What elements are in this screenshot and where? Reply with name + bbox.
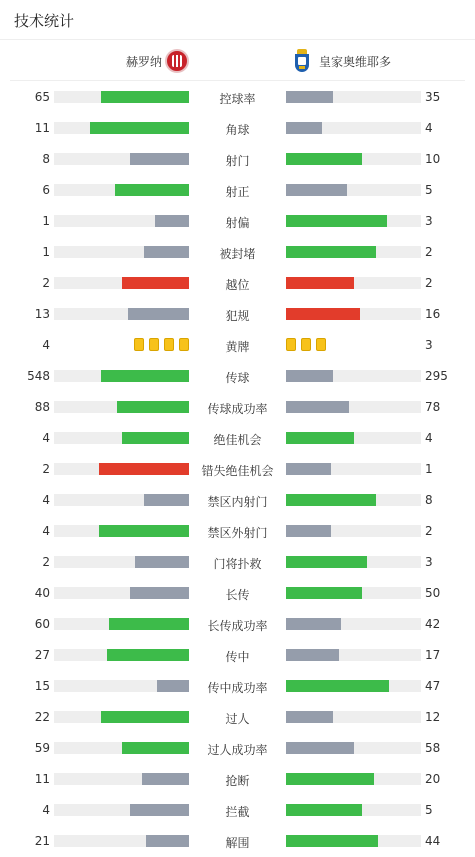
home-stat-bar-fill bbox=[146, 835, 189, 847]
away-stat-value: 50 bbox=[425, 586, 441, 600]
away-stat-bar-fill bbox=[286, 804, 362, 816]
away-stat-value: 47 bbox=[425, 679, 441, 693]
stat-row bbox=[0, 360, 475, 391]
yellow-card-icon bbox=[164, 338, 174, 351]
away-stat-bar-fill bbox=[286, 277, 354, 289]
yellow-card-icon bbox=[286, 338, 296, 351]
stat-row bbox=[0, 484, 475, 515]
away-stat-bar bbox=[286, 277, 421, 289]
home-stat-bar-fill bbox=[128, 308, 189, 320]
home-stat-bar-fill bbox=[135, 556, 189, 568]
away-stat-bar bbox=[286, 432, 421, 444]
away-stat-bar bbox=[286, 525, 421, 537]
home-stat-value: 13 bbox=[34, 307, 50, 321]
home-stat-bar-fill bbox=[115, 184, 189, 196]
home-stat-value: 65 bbox=[34, 90, 50, 104]
away-yellow-cards bbox=[286, 338, 326, 352]
away-stat-bar bbox=[286, 246, 421, 258]
away-stat-bar-fill bbox=[286, 680, 389, 692]
away-stat-bar bbox=[286, 463, 421, 475]
page-title: 技术统计 bbox=[14, 12, 75, 30]
home-stat-value: 4 bbox=[42, 493, 50, 507]
stat-row bbox=[0, 515, 475, 546]
home-stat-bar-fill bbox=[122, 742, 190, 754]
away-stat-bar bbox=[286, 556, 421, 568]
away-stat-bar-fill bbox=[286, 711, 333, 723]
home-stat-value: 4 bbox=[42, 338, 50, 352]
home-stat-bar-fill bbox=[99, 463, 189, 475]
home-stat-value: 4 bbox=[42, 803, 50, 817]
stat-row bbox=[0, 825, 475, 856]
away-stat-bar bbox=[286, 773, 421, 785]
away-stat-value: 2 bbox=[425, 245, 433, 259]
stat-label: 绝佳机会 bbox=[213, 433, 262, 447]
away-stat-bar bbox=[286, 835, 421, 847]
stat-label: 禁区内射门 bbox=[207, 495, 268, 509]
stat-row bbox=[0, 639, 475, 670]
home-stat-value: 27 bbox=[34, 648, 50, 662]
home-stat-value: 40 bbox=[34, 586, 50, 600]
home-stat-value: 2 bbox=[42, 462, 50, 476]
home-stat-bar bbox=[54, 432, 189, 444]
away-stat-bar bbox=[286, 742, 421, 754]
stat-row bbox=[0, 298, 475, 329]
stats-header bbox=[0, 0, 475, 40]
stat-label: 长传 bbox=[225, 588, 250, 602]
away-stat-bar bbox=[286, 804, 421, 816]
home-stat-bar bbox=[54, 804, 189, 816]
away-stat-bar bbox=[286, 153, 421, 165]
home-stat-bar bbox=[54, 773, 189, 785]
home-team-name: 赫罗纳 bbox=[125, 55, 162, 69]
away-stat-value: 44 bbox=[425, 834, 441, 848]
stat-label: 传球 bbox=[225, 371, 250, 385]
home-stat-bar-fill bbox=[144, 494, 189, 506]
stat-row bbox=[0, 81, 475, 112]
home-stat-value: 1 bbox=[42, 214, 50, 228]
home-stat-bar bbox=[54, 401, 189, 413]
home-stat-bar-fill bbox=[155, 215, 189, 227]
away-stat-bar-fill bbox=[286, 525, 331, 537]
stat-label: 被封堵 bbox=[219, 247, 256, 261]
stat-label: 射偏 bbox=[225, 216, 250, 230]
away-stat-bar bbox=[286, 680, 421, 692]
stat-label: 过人 bbox=[225, 712, 250, 726]
home-stat-bar-fill bbox=[109, 618, 189, 630]
stat-label: 门将扑救 bbox=[213, 557, 262, 571]
home-stat-value: 548 bbox=[27, 369, 50, 383]
away-stat-bar bbox=[286, 649, 421, 661]
away-stat-value: 3 bbox=[425, 338, 433, 352]
home-stat-bar bbox=[54, 370, 189, 382]
away-stat-bar-fill bbox=[286, 184, 347, 196]
stat-row bbox=[0, 701, 475, 732]
away-stat-bar bbox=[286, 711, 421, 723]
home-stat-value: 88 bbox=[34, 400, 50, 414]
away-stat-bar-fill bbox=[286, 215, 387, 227]
home-stat-value: 6 bbox=[42, 183, 50, 197]
home-stat-value: 15 bbox=[34, 679, 50, 693]
home-stat-value: 4 bbox=[42, 431, 50, 445]
away-stat-value: 42 bbox=[425, 617, 441, 631]
away-stat-value: 1 bbox=[425, 462, 433, 476]
home-stat-bar-fill bbox=[157, 680, 189, 692]
home-stat-bar bbox=[54, 215, 189, 227]
yellow-card-icon bbox=[316, 338, 326, 351]
stat-row bbox=[0, 794, 475, 825]
home-stat-bar bbox=[54, 494, 189, 506]
stat-label: 抢断 bbox=[225, 774, 250, 788]
away-stat-bar-fill bbox=[286, 773, 374, 785]
away-stat-bar bbox=[286, 91, 421, 103]
home-stat-bar bbox=[54, 587, 189, 599]
home-stat-bar bbox=[54, 649, 189, 661]
stat-label: 长传成功率 bbox=[207, 619, 268, 633]
home-stat-bar-fill bbox=[142, 773, 189, 785]
home-stat-value: 21 bbox=[34, 834, 50, 848]
home-stat-bar bbox=[54, 525, 189, 537]
away-stat-bar bbox=[286, 122, 421, 134]
home-stat-bar bbox=[54, 835, 189, 847]
home-stat-bar bbox=[54, 556, 189, 568]
home-stat-bar-fill bbox=[107, 649, 189, 661]
home-stat-bar bbox=[54, 153, 189, 165]
away-stat-value: 4 bbox=[425, 121, 433, 135]
away-stat-bar-fill bbox=[286, 432, 354, 444]
home-stat-bar bbox=[54, 277, 189, 289]
stat-label: 黄牌 bbox=[225, 340, 250, 354]
away-stat-value: 10 bbox=[425, 152, 441, 166]
home-stat-bar bbox=[54, 680, 189, 692]
stat-label: 传中成功率 bbox=[207, 681, 268, 695]
away-stat-value: 5 bbox=[425, 803, 433, 817]
stat-label: 传中 bbox=[225, 650, 250, 664]
home-stat-value: 22 bbox=[34, 710, 50, 724]
away-stat-bar bbox=[286, 215, 421, 227]
home-stat-bar-fill bbox=[90, 122, 189, 134]
home-stat-value: 11 bbox=[34, 772, 50, 786]
away-stat-bar-fill bbox=[286, 91, 333, 103]
stat-label: 拦截 bbox=[225, 805, 250, 819]
home-stat-value: 2 bbox=[42, 276, 50, 290]
home-stat-bar bbox=[54, 246, 189, 258]
stat-row bbox=[0, 236, 475, 267]
away-stat-bar bbox=[286, 308, 421, 320]
home-stat-bar-fill bbox=[122, 277, 190, 289]
away-stat-value: 8 bbox=[425, 493, 433, 507]
stat-label: 角球 bbox=[225, 123, 250, 137]
stat-label: 犯规 bbox=[225, 309, 250, 323]
home-stat-bar-fill bbox=[130, 153, 189, 165]
away-stat-value: 3 bbox=[425, 555, 433, 569]
stat-label: 传球成功率 bbox=[207, 402, 268, 416]
stat-row bbox=[0, 546, 475, 577]
away-stat-value: 58 bbox=[425, 741, 441, 755]
stat-row bbox=[0, 174, 475, 205]
away-stat-bar-fill bbox=[286, 742, 354, 754]
home-stat-bar bbox=[54, 742, 189, 754]
away-stat-bar-fill bbox=[286, 835, 378, 847]
away-stat-bar bbox=[286, 618, 421, 630]
away-stat-bar-fill bbox=[286, 401, 349, 413]
away-team-name: 皇家奥维耶多 bbox=[319, 55, 392, 69]
away-stat-bar-fill bbox=[286, 308, 360, 320]
away-stat-value: 78 bbox=[425, 400, 441, 414]
yellow-card-icon bbox=[134, 338, 144, 351]
away-stat-bar-fill bbox=[286, 618, 341, 630]
stat-label: 越位 bbox=[225, 278, 250, 292]
stat-row bbox=[0, 608, 475, 639]
home-stat-bar-fill bbox=[130, 804, 189, 816]
stat-label: 禁区外射门 bbox=[207, 526, 268, 540]
home-stat-value: 11 bbox=[34, 121, 50, 135]
away-stat-value: 16 bbox=[425, 307, 441, 321]
home-stat-bar-fill bbox=[130, 587, 189, 599]
yellow-card-icon bbox=[301, 338, 311, 351]
away-stat-bar-fill bbox=[286, 370, 333, 382]
away-stat-value: 5 bbox=[425, 183, 433, 197]
stat-row bbox=[0, 329, 475, 360]
home-stat-bar bbox=[54, 91, 189, 103]
home-stat-value: 8 bbox=[42, 152, 50, 166]
home-stat-bar bbox=[54, 184, 189, 196]
home-stat-value: 60 bbox=[34, 617, 50, 631]
home-stat-bar-fill bbox=[117, 401, 189, 413]
away-stat-bar-fill bbox=[286, 556, 367, 568]
stat-label: 解围 bbox=[225, 836, 250, 850]
away-stat-value: 3 bbox=[425, 214, 433, 228]
home-stat-bar-fill bbox=[99, 525, 189, 537]
home-stat-value: 4 bbox=[42, 524, 50, 538]
home-stat-value: 1 bbox=[42, 245, 50, 259]
away-stat-bar bbox=[286, 587, 421, 599]
away-stat-bar-fill bbox=[286, 246, 376, 258]
home-yellow-cards bbox=[134, 338, 189, 352]
away-stat-value: 35 bbox=[425, 90, 441, 104]
stat-row bbox=[0, 763, 475, 794]
away-stat-value: 2 bbox=[425, 524, 433, 538]
stat-row bbox=[0, 267, 475, 298]
home-stat-bar-fill bbox=[144, 246, 189, 258]
away-team-crest-icon bbox=[294, 49, 310, 73]
home-stat-bar-fill bbox=[101, 711, 189, 723]
away-stat-bar-fill bbox=[286, 587, 362, 599]
away-stat-bar bbox=[286, 401, 421, 413]
stat-row bbox=[0, 453, 475, 484]
home-stat-bar bbox=[54, 711, 189, 723]
stat-row bbox=[0, 670, 475, 701]
away-stat-bar-fill bbox=[286, 494, 376, 506]
home-stat-bar-fill bbox=[122, 432, 190, 444]
away-stat-bar-fill bbox=[286, 463, 331, 475]
stats-list bbox=[0, 81, 475, 856]
away-stat-bar bbox=[286, 370, 421, 382]
stat-row bbox=[0, 732, 475, 763]
stat-label: 射正 bbox=[225, 185, 250, 199]
home-stat-bar-fill bbox=[101, 370, 189, 382]
stat-row bbox=[0, 577, 475, 608]
stat-row bbox=[0, 422, 475, 453]
away-stat-value: 4 bbox=[425, 431, 433, 445]
home-team-crest-icon bbox=[165, 49, 189, 73]
stat-row bbox=[0, 143, 475, 174]
home-stat-bar-fill bbox=[101, 91, 189, 103]
away-stat-value: 295 bbox=[425, 369, 448, 383]
stat-row bbox=[0, 205, 475, 236]
home-stat-bar bbox=[54, 122, 189, 134]
stat-row bbox=[0, 112, 475, 143]
stat-label: 过人成功率 bbox=[207, 743, 268, 757]
home-stat-bar bbox=[54, 308, 189, 320]
away-stat-value: 20 bbox=[425, 772, 441, 786]
home-stat-bar bbox=[54, 463, 189, 475]
home-stat-bar bbox=[54, 618, 189, 630]
yellow-card-icon bbox=[149, 338, 159, 351]
stat-row bbox=[0, 391, 475, 422]
home-stat-value: 59 bbox=[34, 741, 50, 755]
home-stat-value: 2 bbox=[42, 555, 50, 569]
stat-label: 射门 bbox=[225, 154, 250, 168]
stat-label: 控球率 bbox=[219, 92, 256, 106]
stat-label: 错失绝佳机会 bbox=[201, 464, 274, 478]
away-stat-value: 12 bbox=[425, 710, 441, 724]
away-stat-bar-fill bbox=[286, 649, 339, 661]
away-stat-bar bbox=[286, 494, 421, 506]
away-stat-bar bbox=[286, 184, 421, 196]
away-stat-bar-fill bbox=[286, 153, 362, 165]
away-stat-value: 2 bbox=[425, 276, 433, 290]
teams-header bbox=[0, 41, 475, 81]
away-stat-value: 17 bbox=[425, 648, 441, 662]
away-stat-bar-fill bbox=[286, 122, 322, 134]
yellow-card-icon bbox=[179, 338, 189, 351]
